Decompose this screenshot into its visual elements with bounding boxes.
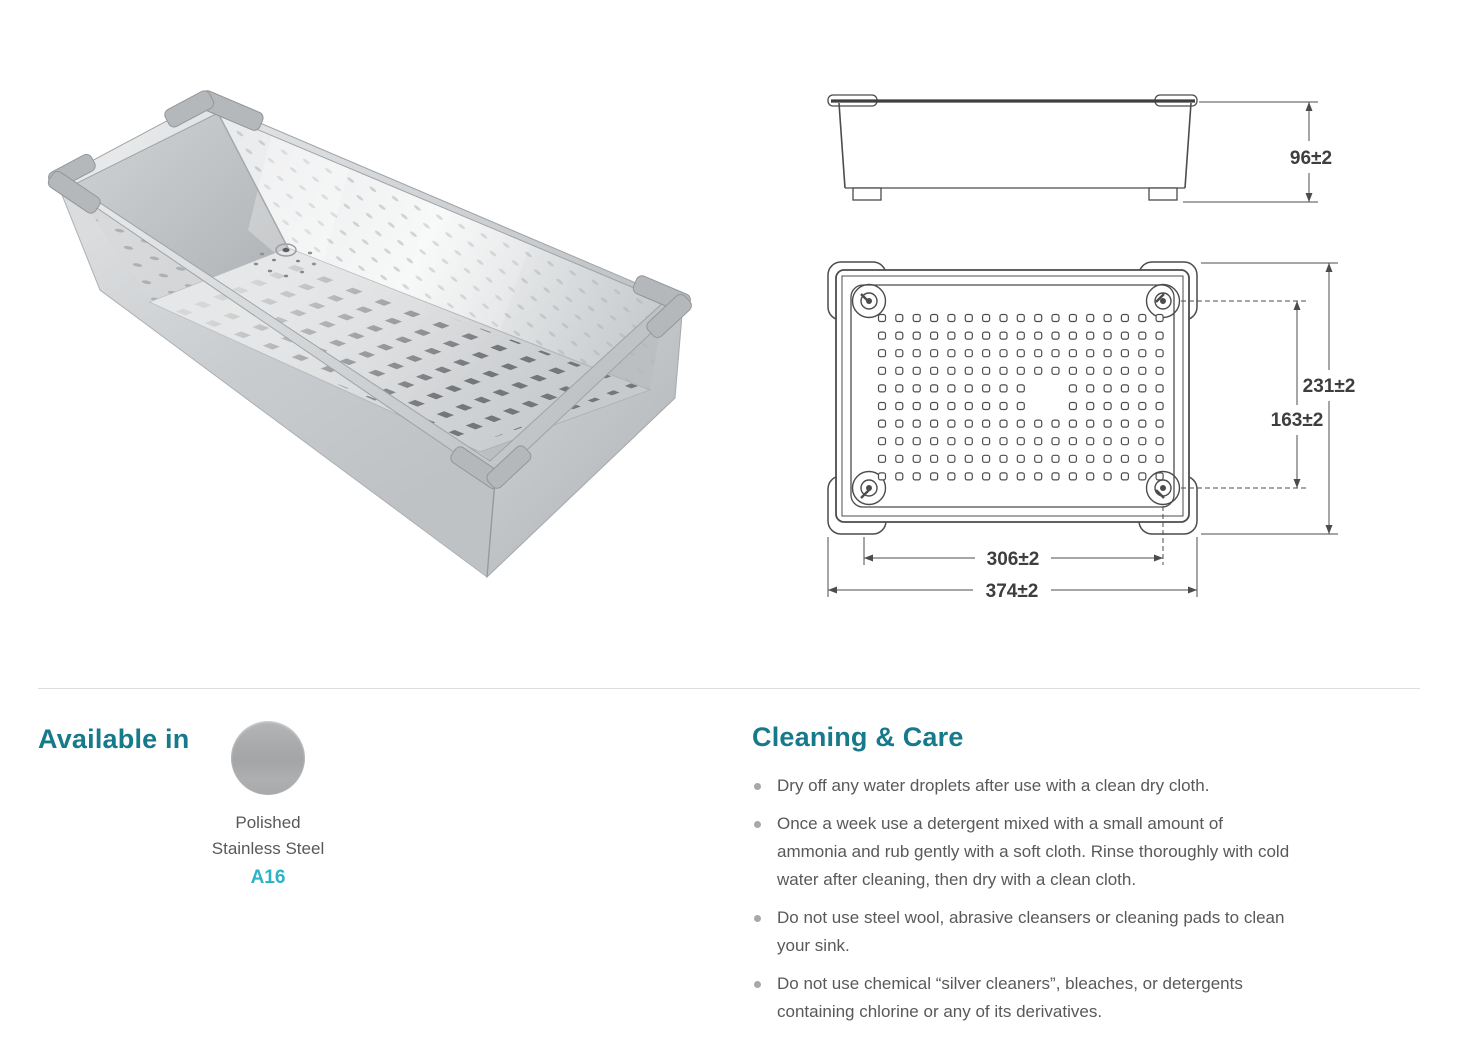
care-instruction: Once a week use a detergent mixed with a small amount of ammonia and rub gently with a soft cloth. Rinse thoroughly with cold water after cleaning, then dry with a clean cloth. (752, 810, 1292, 894)
fixing-width-dimension (1181, 301, 1307, 488)
finish-swatch-circle (231, 721, 305, 795)
finish-name-line2: Stainless Steel (211, 839, 325, 858)
fixing-width-label: 163±2 (1270, 410, 1324, 431)
cleaning-care-heading: Cleaning & Care (752, 722, 964, 752)
overall-width-label: 231±2 (1302, 376, 1356, 397)
section-divider (38, 688, 1420, 689)
cleaning-care-list (752, 772, 1292, 1036)
care-instruction: Dry off any water droplets after use with a clean dry cloth. (752, 772, 1292, 800)
care-instruction: Do not use chemical “silver cleaners”, bleaches, or detergents containing chlorine or any of its derivatives. (752, 970, 1292, 1026)
overall-width-dimension (1201, 263, 1338, 534)
finish-swatch-polished-stainless (231, 721, 305, 795)
product-photo (10, 80, 710, 610)
overall-length-label: 374±2 (985, 581, 1039, 602)
available-in-heading: Available in (38, 724, 190, 754)
top-view-drawing (828, 262, 1197, 534)
side-height-label: 96±2 (1289, 148, 1333, 169)
fixing-length-label: 306±2 (986, 549, 1040, 570)
finish-name-line1: Polished (235, 813, 301, 832)
finish-code: A16 (250, 867, 286, 888)
side-view-drawing (828, 95, 1197, 200)
care-instruction: Do not use steel wool, abrasive cleansers or cleaning pads to clean your sink. (752, 904, 1292, 960)
technical-drawings (815, 85, 1375, 615)
finish-label (168, 810, 368, 889)
